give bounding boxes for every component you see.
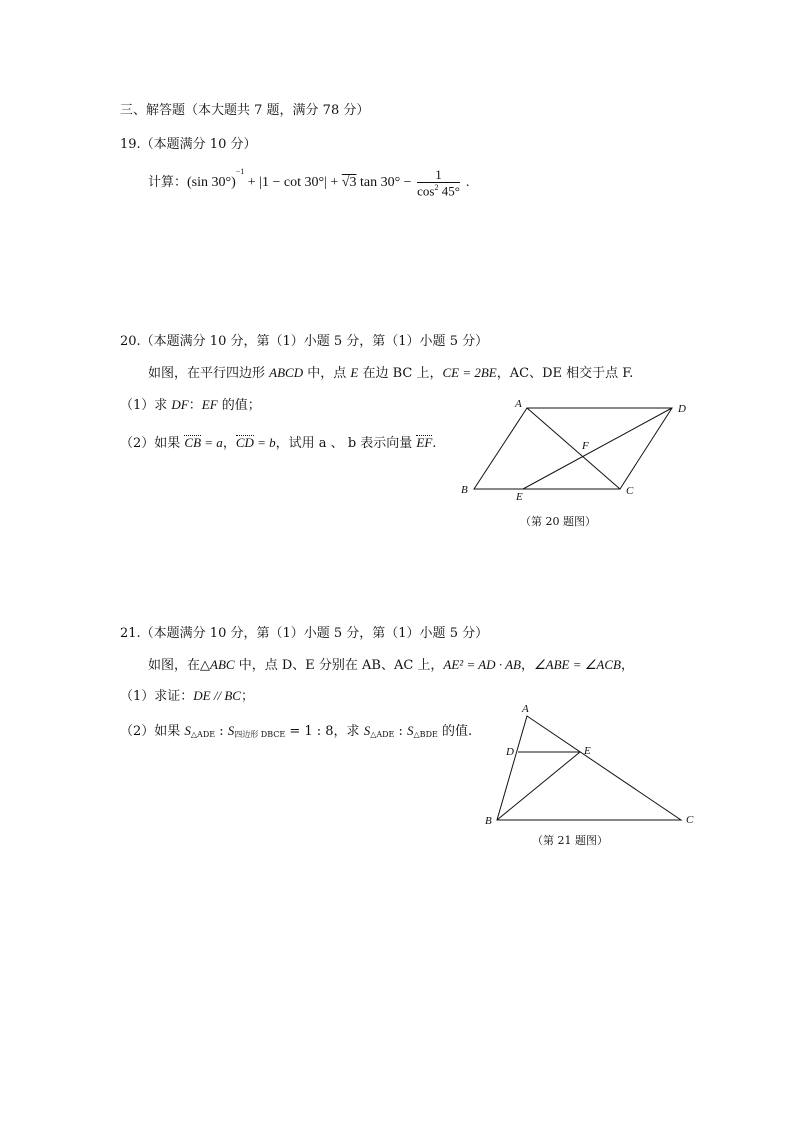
q19-frac-den-exp: 2 [434,183,439,192]
q19-frac-den: $\cos^2 45^\circ$ [417,183,460,199]
q19-sqrt: √3 [341,174,357,190]
q19-header: 19.（本题满分 10 分） [120,137,257,152]
q19-prefix: 计算： [148,175,188,191]
vector-cb: CB [184,435,202,450]
q20-part2: （2）如果 CB = a，CD = b，试用 a 、 b 表示向量 EF. [120,435,437,451]
triangle-abc [497,716,681,820]
segment-de [523,408,672,489]
q19-fraction [417,168,460,197]
q21-intro: 如图，在△ABC 中，点 D、E 分别在 AB、AC 上，AE² = AD · AB，∠ABE = ∠ACB， [148,657,634,673]
q19-term1: (sin 30°) [187,174,236,190]
q21-part1: （1）求证：DE // BC； [120,688,254,704]
diagonal-ac [527,408,620,489]
parallelogram-abcd [474,408,672,489]
q20-part1: （1）求 DF：EF 的值； [120,397,261,413]
q19-term1-exp: −1 [235,167,245,176]
figure-21-caption: （第 21 题图） [532,834,608,847]
q21-part2: （2）如果 $S_{\triangle ADE}$ : $S_{四边形 DBCE} = 1$ : 8，求 $S_{\triangle ADE}$ : $S_{\triangle BDE}$ 的值. [120,723,473,739]
label-D-21: D [506,746,514,758]
label-E-20: E [516,491,523,503]
label-D-20: D [678,403,686,415]
vector-cd: CD [235,435,254,450]
q19-frac-num: 1 [417,168,460,183]
label-E-21: E [584,745,591,757]
section-title: 三、解答题（本大题共 7 题，满分 78 分） [120,103,370,118]
label-A-21: A [522,703,529,715]
q21-header: 21.（本题满分 10 分，第（1）小题 5 分，第（1）小题 5 分） [120,626,489,641]
label-B-21: B [485,815,492,827]
label-A-20: A [515,398,522,410]
segment-be [497,752,580,820]
q19-end: . [465,174,470,190]
figure-20-caption: （第 20 题图） [520,515,596,528]
label-B-20: B [461,484,468,496]
q19-term2: + |1 − cot 30°| + [244,174,342,190]
q19-expression [148,168,469,197]
q19-term3: tan 30° − [356,174,416,190]
vector-ef: EF [416,435,433,450]
q20-intro: 如图，在平行四边形 ABCD 中，点 E 在边 BC 上，CE = 2BE，AC、DE 相交于点 F. [148,365,634,381]
q20-header: 20.（本题满分 10 分，第（1）小题 5 分，第（1）小题 5 分） [120,334,489,349]
label-C-21: C [686,814,694,826]
label-C-20: C [626,485,634,497]
label-F-20: F [582,440,589,452]
